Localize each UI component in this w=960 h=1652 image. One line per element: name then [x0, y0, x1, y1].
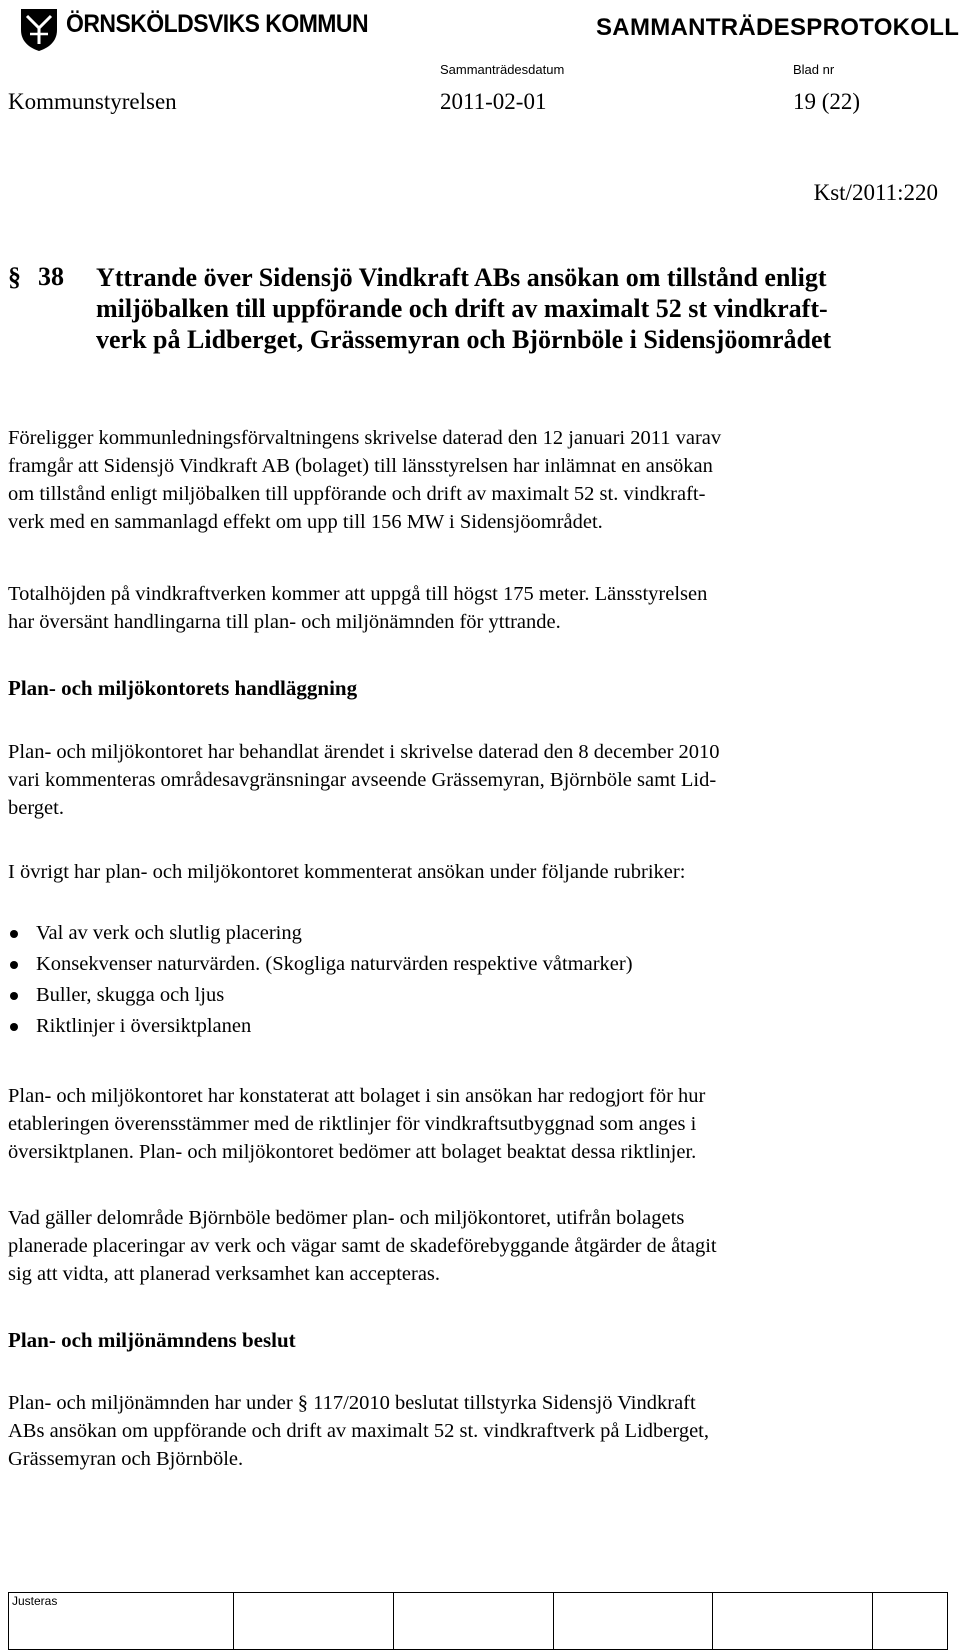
section-title-line: Yttrande över Sidensjö Vindkraft ABs ansökan om tillstånd enligt: [96, 263, 827, 292]
text-line: vari kommenteras områdesavgränsningar avseende Grässemyran, Björnböle samt Lid-: [8, 769, 717, 791]
meeting-date: 2011-02-01: [440, 89, 547, 114]
text-line: Föreligger kommunledningsförvaltningens skrivelse daterad den 12 januari 2011 varav: [8, 427, 722, 449]
committee-name: Kommunstyrelsen: [8, 89, 177, 114]
text-line: Vad gäller delområde Björnböle bedömer plan- och miljökontoret, utifrån bolagets: [8, 1207, 685, 1229]
text-line: Totalhöjden på vindkraftverken kommer att uppgå till högst 175 meter. Länsstyrelsen: [8, 583, 708, 605]
paragraph-headings-intro: [8, 858, 938, 886]
text-line: Plan- och miljökontoret har behandlat ärendet i skrivelse daterad den 8 december 2010: [8, 741, 720, 763]
case-reference: Kst/2011:220: [813, 180, 938, 205]
bullet-item: Konsekvenser naturvärden. (Skogliga naturvärden respektive våtmarker): [8, 949, 633, 980]
section-number: 38: [38, 262, 64, 291]
signature-cell: [234, 1593, 394, 1650]
text-line: berget.: [8, 797, 64, 819]
paragraph-office-review: [8, 738, 938, 822]
paragraph-guidelines: [8, 1082, 938, 1166]
text-line: ABs ansökan om uppförande och drift av maximalt 52 st. vindkraftverk på Lidberget,: [8, 1420, 710, 1442]
text-line: framgår att Sidensjö Vindkraft AB (bolaget) till länsstyrelsen har inlämnat en ansökan: [8, 455, 713, 477]
section-title-line: verk på Lidberget, Grässemyran och Björnböle i Sidensjöområdet: [96, 325, 832, 354]
paragraph-background: [8, 424, 938, 536]
text-line: planerade placeringar av verk och vägar samt de skadeförebyggande åtgärder de åtagit: [8, 1235, 717, 1257]
topics-bullet-list: [8, 918, 633, 1042]
signature-table: [8, 1592, 948, 1650]
bullet-item: Riktlinjer i översiktplanen: [8, 1011, 633, 1042]
text-line: Grässemyran och Björnböle.: [8, 1448, 244, 1470]
section-title: [96, 262, 916, 355]
meeting-date-label: Sammanträdesdatum: [440, 62, 565, 77]
signature-cell: [393, 1593, 553, 1650]
paragraph-decision: [8, 1389, 938, 1473]
bullet-item: Buller, skugga och ljus: [8, 980, 633, 1011]
text-line: etableringen överensstämmer med de riktlinjer för vindkraftsutbyggnad som anges i: [8, 1113, 697, 1135]
text-line: verk med en sammanlagd effekt om upp till 156 MW i Sidensjöområdet.: [8, 511, 603, 533]
justeras-cell: [9, 1593, 234, 1650]
signature-cell: [713, 1593, 873, 1650]
page-number-label: Blad nr: [793, 62, 835, 77]
document-type: SAMMANTRÄDESPROTOKOLL: [596, 14, 960, 41]
subheading-board-decision: Plan- och miljönämndens beslut: [8, 1328, 296, 1352]
bullet-item: Val av verk och slutlig placering: [8, 918, 633, 949]
text-line: I övrigt har plan- och miljökontoret kommenterat ansökan under följande rubriker:: [8, 861, 686, 883]
signature-cell: [872, 1593, 947, 1650]
paragraph-height: [8, 580, 938, 636]
organization-name: ÖRNSKÖLDSVIKS KOMMUN: [66, 10, 369, 38]
justeras-label: Justeras: [12, 1594, 58, 1608]
text-line: sig att vidta, att planerad verksamhet kan accepteras.: [8, 1263, 441, 1285]
text-line: om tillstånd enligt miljöbalken till uppförande och drift av maximalt 52 st. vindkraft-: [8, 483, 706, 505]
text-line: har översänt handlingarna till plan- och miljönämnden för yttrande.: [8, 611, 561, 633]
page-number: 19 (22): [793, 89, 861, 114]
text-line: Plan- och miljönämnden har under § 117/2010 beslutat tillstyrka Sidensjö Vindkraft: [8, 1392, 696, 1414]
municipality-crest-logo: [18, 6, 60, 52]
text-line: översiktplanen. Plan- och miljökontoret bedömer att bolaget beaktat dessa riktlinjer.: [8, 1141, 697, 1163]
text-line: Plan- och miljökontoret har konstaterat att bolaget i sin ansökan har redogjort för hur: [8, 1085, 706, 1107]
subheading-office-handling: Plan- och miljökontorets handläggning: [8, 676, 358, 700]
signature-cell: [553, 1593, 713, 1650]
section-mark: §: [8, 262, 21, 291]
paragraph-bjornbole: [8, 1204, 938, 1288]
section-title-line: miljöbalken till uppförande och drift av maximalt 52 st vindkraft-: [96, 294, 828, 323]
